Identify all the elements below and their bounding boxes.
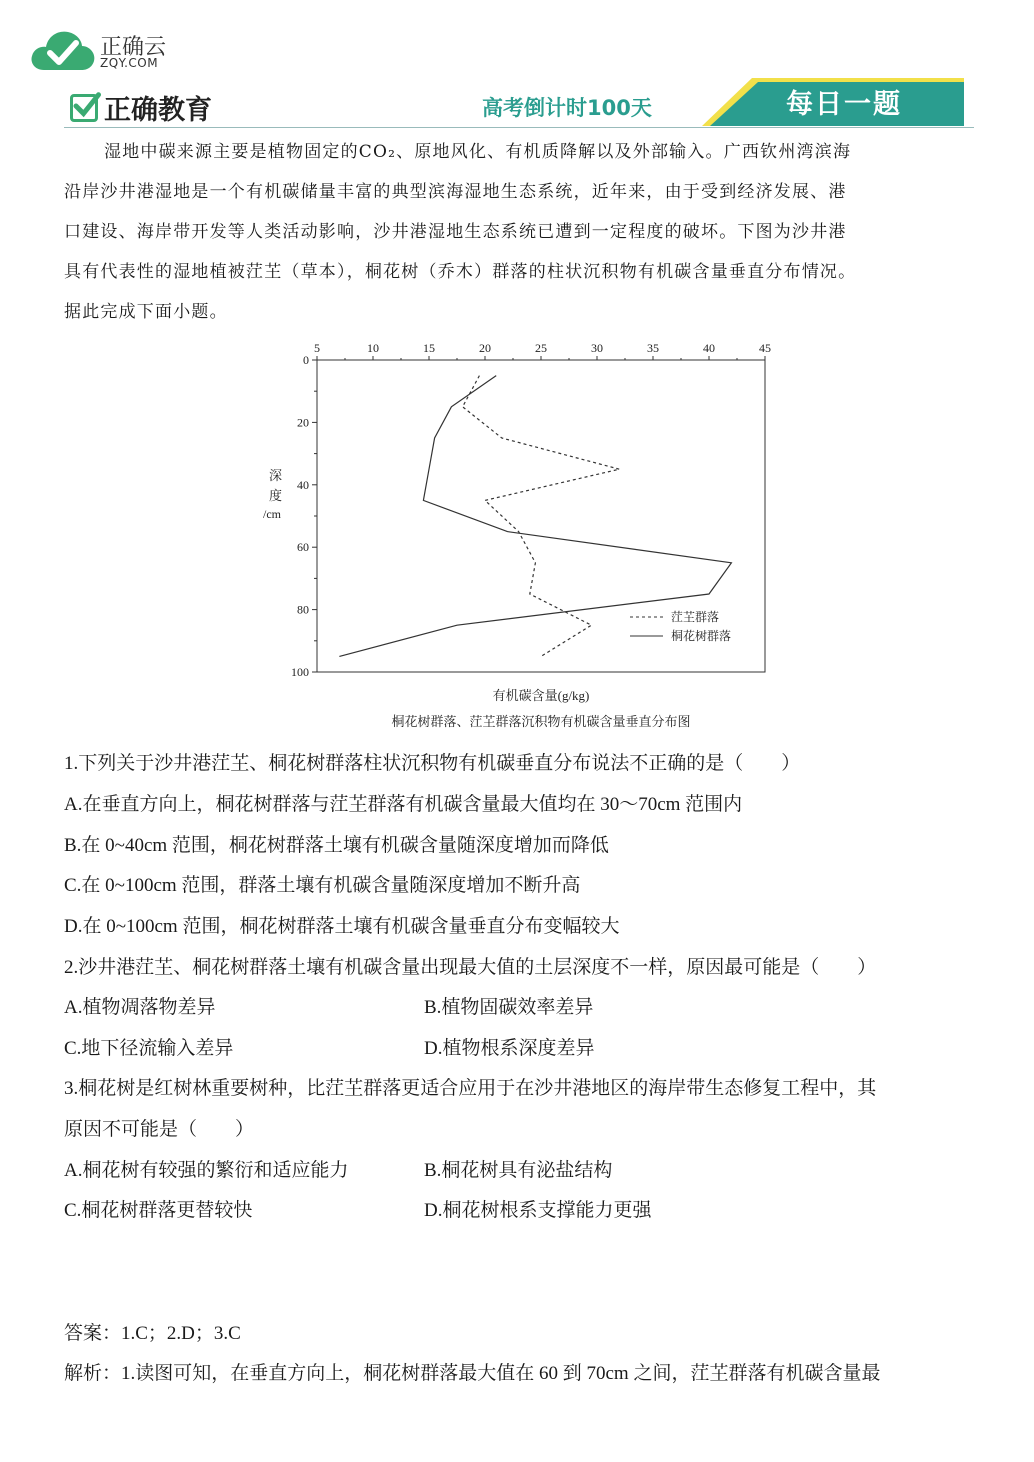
answer-line: 答案：1.C；2.D；3.C [64, 1323, 241, 1344]
passage-line: 口建设、海岸带开发等人类活动影响，沙井港湿地生态系统已遭到一定程度的破坏。下图为沙井港 [64, 222, 847, 242]
chart-title: 桐花树群落、茳芏群落沉积物有机碳含量垂直分布图 [391, 714, 691, 729]
y-axis-label-char: 度 [269, 488, 283, 503]
chart [255, 338, 775, 738]
legend-label: 茳芏群落 [671, 610, 720, 624]
q2-option-d: D.植物根系深度差异 [424, 1038, 595, 1059]
x-tick-label: 15 [423, 341, 435, 355]
q2-option-a: A.植物凋落物差异 [64, 997, 216, 1018]
y-axis-label-char: 深 [269, 468, 283, 483]
site-logo [30, 22, 210, 78]
x-tick-label: 45 [759, 341, 771, 355]
q3-stem: 3.桐花树是红树林重要树种，比茳芏群落更适合应用于在沙井港地区的海岸带生态修复工程中，其 [64, 1078, 877, 1099]
countdown-label: 高考倒计时100天 [482, 96, 652, 120]
logo-name-cn: 正确云 [100, 35, 167, 60]
x-tick-label: 20 [479, 341, 491, 355]
y-tick-label: 80 [297, 602, 309, 617]
q1-option-b: B.在 0~40cm 范围，桐花树群落土壤有机碳含量随深度增加而降低 [64, 835, 609, 856]
q3-option-d: D.桐花树根系支撑能力更强 [424, 1200, 652, 1221]
daily-title: 每日一题 [786, 89, 902, 120]
header-divider [64, 127, 974, 128]
brand [70, 88, 212, 127]
passage-line: 沿岸沙井港湿地是一个有机碳储量丰富的典型滨海湿地生态系统，近年来，由于受到经济发展、港 [64, 182, 847, 202]
q2-stem: 2.沙井港茳芏、桐花树群落土壤有机碳含量出现最大值的土层深度不一样，原因最可能是（ ） [64, 957, 877, 978]
q3-stem-continued: 原因不可能是（ ） [64, 1119, 255, 1140]
brand-name: 正确教育 [104, 95, 212, 126]
passage-line: 据此完成下面小题。 [64, 302, 228, 322]
header-bar [64, 76, 974, 128]
x-tick-label: 10 [367, 341, 379, 355]
y-tick-label: 100 [291, 665, 309, 679]
q2-option-b: B.植物固碳效率差异 [424, 997, 594, 1018]
x-tick-label: 5 [314, 341, 320, 355]
q3-option-c: C.桐花树群落更替较快 [64, 1200, 253, 1221]
checkbox-logo-icon [70, 94, 98, 122]
x-tick-label: 35 [647, 341, 659, 355]
passage-line: 湿地中碳来源主要是植物固定的CO₂、原地风化、有机质降解以及外部输入。广西钦州湾滨海 [104, 142, 852, 162]
q1-option-d: D.在 0~100cm 范围，桐花树群落土壤有机碳含量垂直分布变幅较大 [64, 916, 620, 937]
q1-option-a: A.在垂直方向上，桐花树群落与茳芏群落有机碳含量最大值均在 30～70cm 范围内 [64, 794, 743, 815]
x-tick-label: 25 [535, 341, 547, 355]
x-tick-label: 40 [703, 341, 715, 355]
logo-name-en: ZQY.COM [100, 56, 159, 70]
x-axis-label: 有机碳含量(g/kg) [492, 688, 590, 703]
y-tick-label: 20 [297, 415, 309, 430]
plot-frame [317, 360, 765, 672]
q1-stem: 1.下列关于沙井港茳芏、桐花树群落柱状沉积物有机碳垂直分布说法不正确的是（ ） [64, 753, 801, 774]
legend [630, 609, 731, 643]
q1-option-c: C.在 0~100cm 范围，群落土壤有机碳含量随深度增加不断升高 [64, 875, 581, 896]
y-tick-label: 0 [303, 353, 309, 367]
y-tick-label: 60 [297, 540, 309, 555]
q2-option-c: C.地下径流输入差异 [64, 1038, 234, 1059]
q3-option-a: A.桐花树有较强的繁衍和适应能力 [64, 1160, 349, 1181]
x-tick-label: 30 [591, 341, 603, 355]
chart-svg [255, 338, 775, 738]
y-tick-label: 40 [297, 477, 309, 492]
legend-label: 桐花树群落 [671, 629, 732, 643]
q3-option-b: B.桐花树具有泌盐结构 [424, 1160, 613, 1181]
y-axis-unit: /cm [263, 507, 281, 521]
cloud-check-icon [30, 26, 96, 74]
analysis-line: 解析：1.读图可知，在垂直方向上，桐花树群落最大值在 60 到 70cm 之间，茳芏群落有机碳含量最 [64, 1363, 881, 1384]
passage-line: 具有代表性的湿地植被茳芏（草本），桐花树（乔木）群落的柱状沉积物有机碳含量垂直分布情况。 [64, 262, 857, 282]
passage [64, 132, 964, 332]
